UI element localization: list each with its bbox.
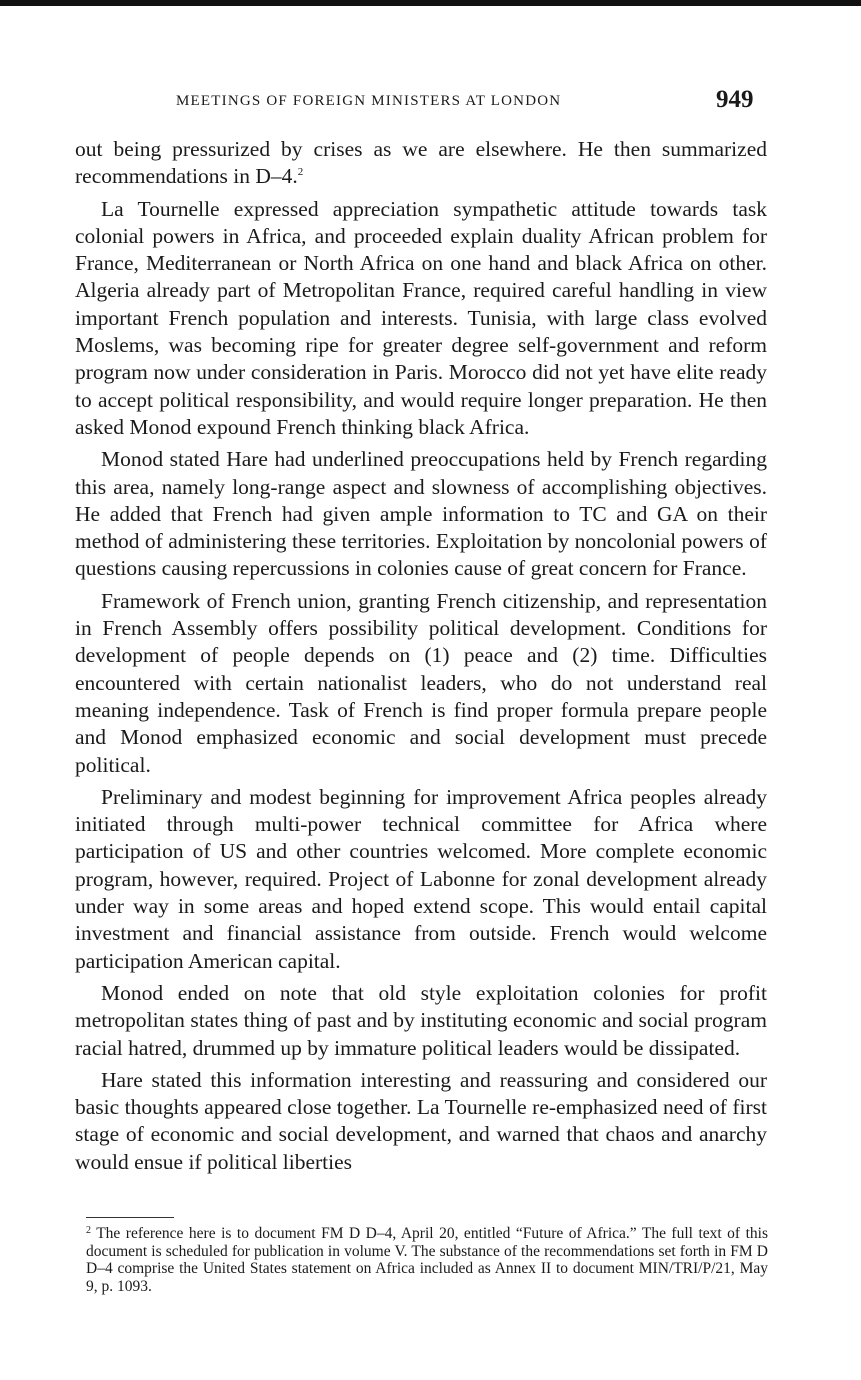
footnote — [86, 1222, 768, 1295]
paragraph: Monod ended on note that old style exploitation colonies for profit metropolitan states thing of past and by instituting economic and social program racial hatred, drummed up by immature political leaders would be dissipated. — [75, 980, 767, 1060]
footnote-reference: 2 — [297, 166, 304, 179]
paragraph: Framework of French union, granting French citizenship, and representation in French Assembly offers possibility political development. Conditions for development of people depends on (1) peace and (2) time. Difficulties encountered with certain nationalist leaders, who do not understand real meaning independence. Task of French is find proper formula prepare people and Monod emphasized economic and social development must precede political. — [75, 588, 767, 777]
page-number: 949 — [716, 86, 754, 113]
body-text — [75, 136, 767, 1181]
paragraph: Hare stated this information interesting and reassuring and considered our basic thoughts appeared close together. La Tournelle re-emphasized need of first stage of economic and social development, and warned that chaos and anarchy would ensue if political liberties — [75, 1067, 767, 1174]
footnote-marker: 2 — [86, 1225, 91, 1236]
running-head: MEETINGS OF FOREIGN MINISTERS AT LONDON — [176, 93, 562, 109]
paragraph: La Tournelle expressed appreciation sympathetic attitude towards task colonial powers in Africa, and proceeded explain duality African problem for France, Mediterranean or North Africa on one hand and black Africa on other. Algeria already part of Metropolitan France, required careful handling in view important French population and interests. Tunisia, with large class evolved Moslems, was becoming ripe for greater degree self-government and reform program now under consideration in Paris. Morocco did not yet have elite ready to accept political responsibility, and would require longer preparation. He then asked Monod expound French thinking black Africa. — [75, 196, 767, 439]
footnote-text: The reference here is to document FM D D–4, April 20, entitled “Future of Africa.” The full text of this document is scheduled for publication in volume V. The substance of the recommendations set forth in FM D D–4 comprise the United States statement on Africa included as Annex II to document MIN/TRI/P/21, May 9, p. 1093. — [86, 1225, 768, 1295]
footnote-divider — [86, 1217, 174, 1218]
paragraph-text: out being pressurized by crises as we are elsewhere. He then summarized recommendations in D–4. — [75, 137, 767, 189]
paragraph: Monod stated Hare had underlined preoccupations held by French regarding this area, namely long-range aspect and slowness of accomplishing objectives. He added that French had given ample information to TC and GA on their method of administering these territories. Exploitation by noncolonial powers of questions causing repercussions in colonies cause of great concern for France. — [75, 447, 767, 581]
paragraph: Preliminary and modest beginning for improvement Africa peoples already initiated through multi-power technical committee for Africa where participation of US and other countries welcomed. More complete economic program, however, required. Project of Labonne for zonal development already under way in some areas and hoped extend scope. This would entail capital investment and financial assistance from outside. French would welcome participation American capital. — [75, 784, 767, 973]
page-top-border — [0, 0, 861, 6]
paragraph-continuation — [75, 136, 767, 191]
